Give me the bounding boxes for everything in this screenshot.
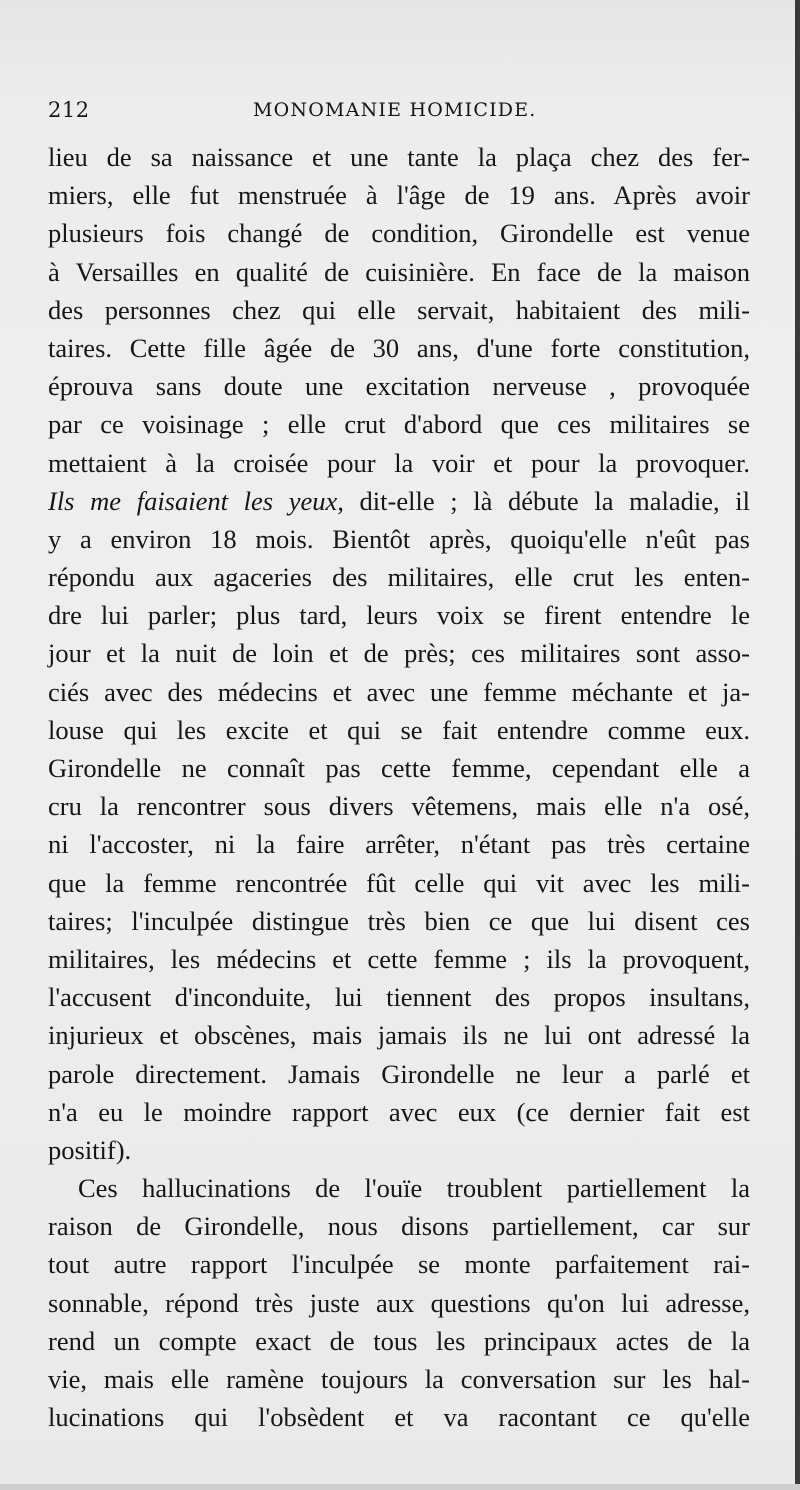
text-line: éprouva sans doute une excitation nerveuse , provoquée: [48, 371, 750, 402]
page-number: 212: [48, 98, 90, 122]
text-line: taires. Cette fille âgée de 30 ans, d'une forte constitution,: [48, 332, 750, 363]
italic-quote: Ils me faisaient les yeux,: [48, 485, 344, 516]
text-line: lucinations qui l'obsèdent et va racontant ce qu'elle: [48, 1402, 750, 1433]
running-head: MONOMANIE HOMICIDE.: [253, 99, 537, 121]
text-line: lieu de sa naissance et une tante la plaça chez des fer-: [48, 142, 750, 172]
text-line: l'accusent d'inconduite, lui tiennent des propos insultans,: [48, 982, 750, 1013]
text-line: mettaient à la croisée pour la voir et pour la provoquer.: [48, 447, 750, 478]
text-line: y a environ 18 mois. Bientôt après, quoiqu'elle n'eût pas: [48, 523, 750, 554]
text-line: n'a eu le moindre rapport avec eux (ce dernier fait est: [48, 1096, 750, 1127]
text-line: militaires, les médecins et cette femme ; ils la provoquent,: [48, 943, 750, 974]
text-line: des personnes chez qui elle servait, habitaient des mili-: [48, 294, 750, 325]
text-line: que la femme rencontrée fût celle qui vit avec les mili-: [48, 867, 750, 898]
quote-continuation: dit-elle ; là débute la maladie, il: [343, 485, 750, 516]
text-line: ni l'accoster, ni la faire arrêter, n'étant pas très certaine: [48, 829, 750, 860]
text-line: dre lui parler; plus tard, leurs voix se firent entendre le: [48, 600, 750, 631]
paragraph-end-line: positif).: [48, 1134, 132, 1165]
text-line: par ce voisinage ; elle crut d'abord que ces militaires se: [48, 409, 750, 440]
body-text: [48, 138, 750, 1436]
text-line: taires; l'inculpée distingue très bien ce que lui disent ces: [48, 905, 750, 936]
text-line: ciés avec des médecins et avec une femme méchante et ja-: [48, 676, 750, 707]
text-line-italic-quote: [48, 482, 750, 520]
page-header: [48, 98, 750, 130]
text-line: à Versailles en qualité de cuisinière. En face de la maison: [48, 256, 750, 287]
text-line: louse qui les excite et qui se fait entendre comme eux.: [48, 714, 750, 745]
text-line: sonnable, répond très juste aux questions qu'on lui adresse,: [48, 1287, 750, 1318]
page-edge-shadow: [795, 0, 800, 1490]
paragraph-start-line: Ces hallucinations de l'ouïe troublent partiellement la: [78, 1173, 750, 1204]
text-line: plusieurs fois changé de condition, Girondelle est venue: [48, 218, 750, 249]
text-line: répondu aux agaceries des militaires, elle crut les enten-: [48, 562, 750, 593]
text-line: Girondelle ne connaît pas cette femme, cependant elle a: [48, 753, 750, 783]
text-line: cru la rencontrer sous divers vêtemens, mais elle n'a osé,: [48, 791, 750, 822]
text-line: vie, mais elle ramène toujours la conversation sur les hal-: [48, 1364, 750, 1394]
text-line: jour et la nuit de loin et de près; ces militaires sont asso-: [48, 638, 750, 669]
text-line: parole directement. Jamais Girondelle ne leur a parlé et: [48, 1058, 750, 1089]
page-bottom-edge: [0, 1484, 800, 1490]
text-line: rend un compte exact de tous les principaux actes de la: [48, 1325, 750, 1356]
text-line: miers, elle fut menstruée à l'âge de 19 ans. Après avoir: [48, 180, 750, 211]
text-line: tout autre rapport l'inculpée se monte parfaitement rai-: [48, 1249, 750, 1280]
text-line: injurieux et obscènes, mais jamais ils ne lui ont adressé la: [48, 1020, 750, 1051]
text-line: raison de Girondelle, nous disons partiellement, car sur: [48, 1211, 750, 1242]
